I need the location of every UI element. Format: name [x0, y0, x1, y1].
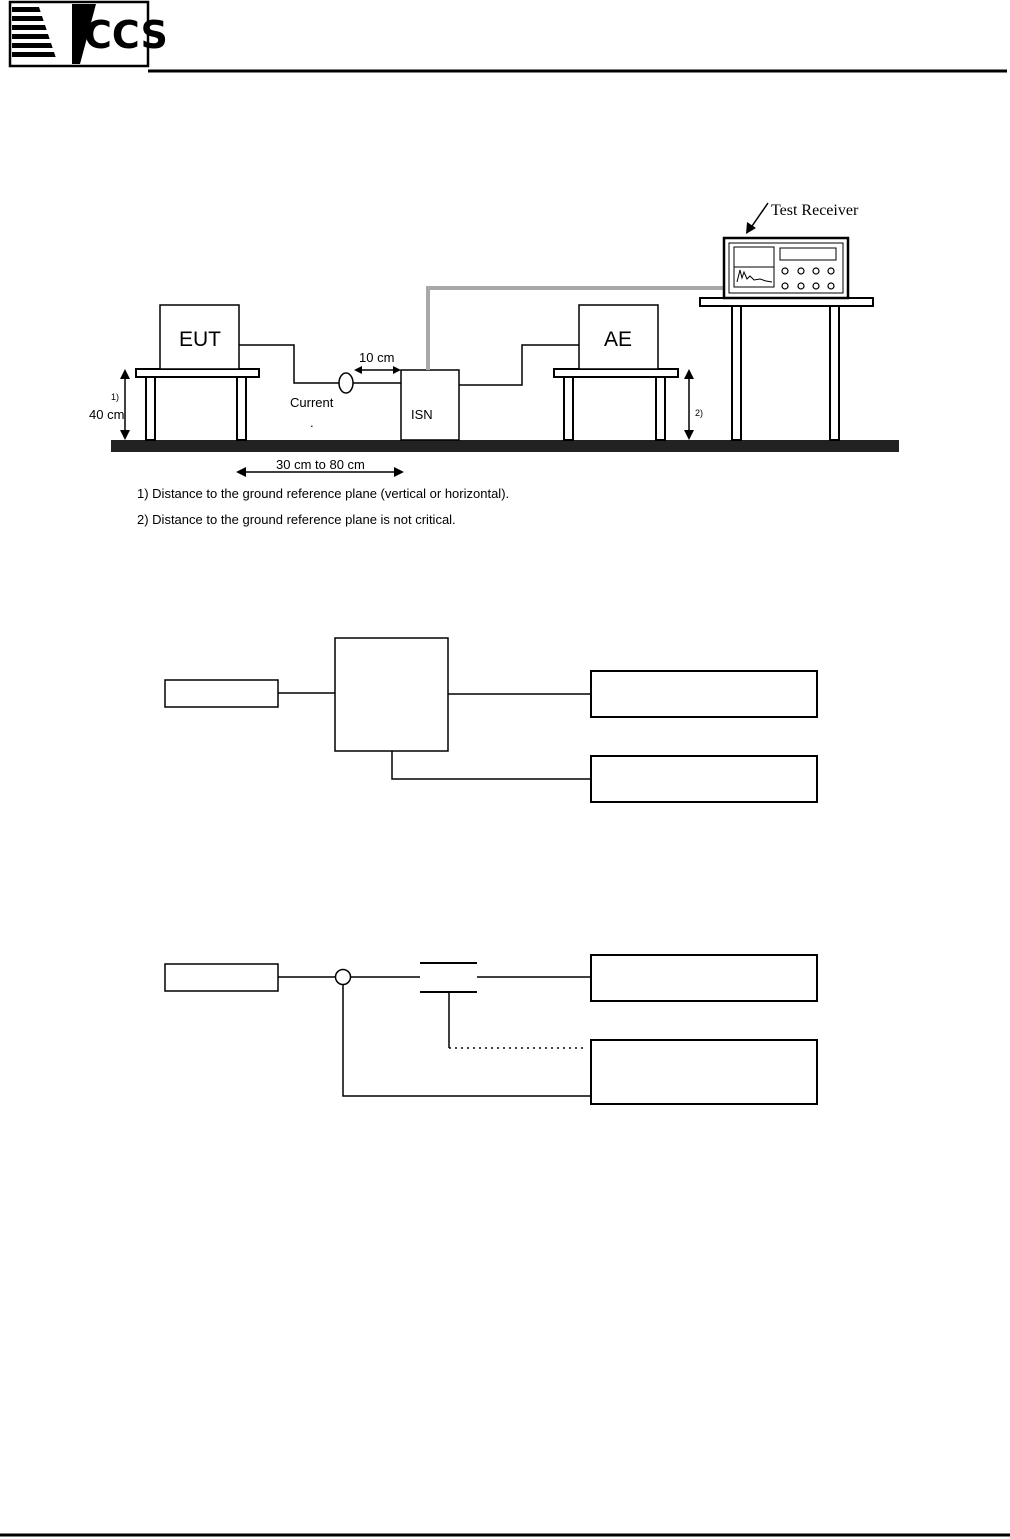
receiver-table: [700, 298, 873, 440]
current-probe-icon: [339, 373, 353, 393]
block-1-output-box-bottom: [591, 756, 817, 802]
eut-label: EUT: [179, 328, 221, 351]
header: [10, 2, 1007, 71]
block-2-output-box-top: [591, 955, 817, 1001]
test-receiver-label: Test Receiver: [771, 202, 859, 219]
ae-label: AE: [603, 328, 633, 351]
block-2-node-icon: [336, 970, 351, 985]
test-setup-diagram: [89, 202, 899, 527]
block-diagram-2: [165, 955, 817, 1104]
height-40cm-label: 40 cm: [89, 407, 125, 422]
isn-label: ISN: [411, 407, 433, 422]
block-1-output-box-top: [591, 671, 817, 717]
block-1-link-bottom: [392, 751, 591, 779]
marker-2: 2): [695, 408, 704, 418]
current-label: Current: [290, 395, 334, 410]
eut-table: [136, 369, 259, 440]
marker-1: 1): [111, 392, 120, 402]
block-1-source-box: [165, 680, 278, 707]
current-dot: .: [310, 415, 314, 430]
note-1: 1) Distance to the ground reference plane (vertical or horizontal).: [137, 486, 510, 501]
dist-30-80-label: 30 cm to 80 cm: [276, 457, 365, 472]
ccs-logo: [10, 2, 168, 66]
ae-table: [554, 369, 678, 440]
block-2-capacitor-top-plate: [420, 962, 477, 964]
test-receiver: [724, 238, 848, 298]
block-2-return-link: [343, 985, 591, 1096]
logo-text: CCS: [84, 13, 168, 57]
dist-10cm-label: 10 cm: [359, 350, 395, 365]
block-1-center-box: [335, 638, 448, 751]
ae-cable: [459, 345, 579, 385]
block-2-capacitor-bottom-plate: [420, 991, 477, 993]
block-diagram-1: [165, 638, 817, 802]
ground-reference-plane: [111, 440, 899, 452]
isn-box: [401, 370, 459, 440]
note-2: 2) Distance to the ground reference plane is not critical.: [137, 512, 456, 527]
block-2-output-box-bottom: [591, 1040, 817, 1104]
block-2-source-box: [165, 964, 278, 991]
